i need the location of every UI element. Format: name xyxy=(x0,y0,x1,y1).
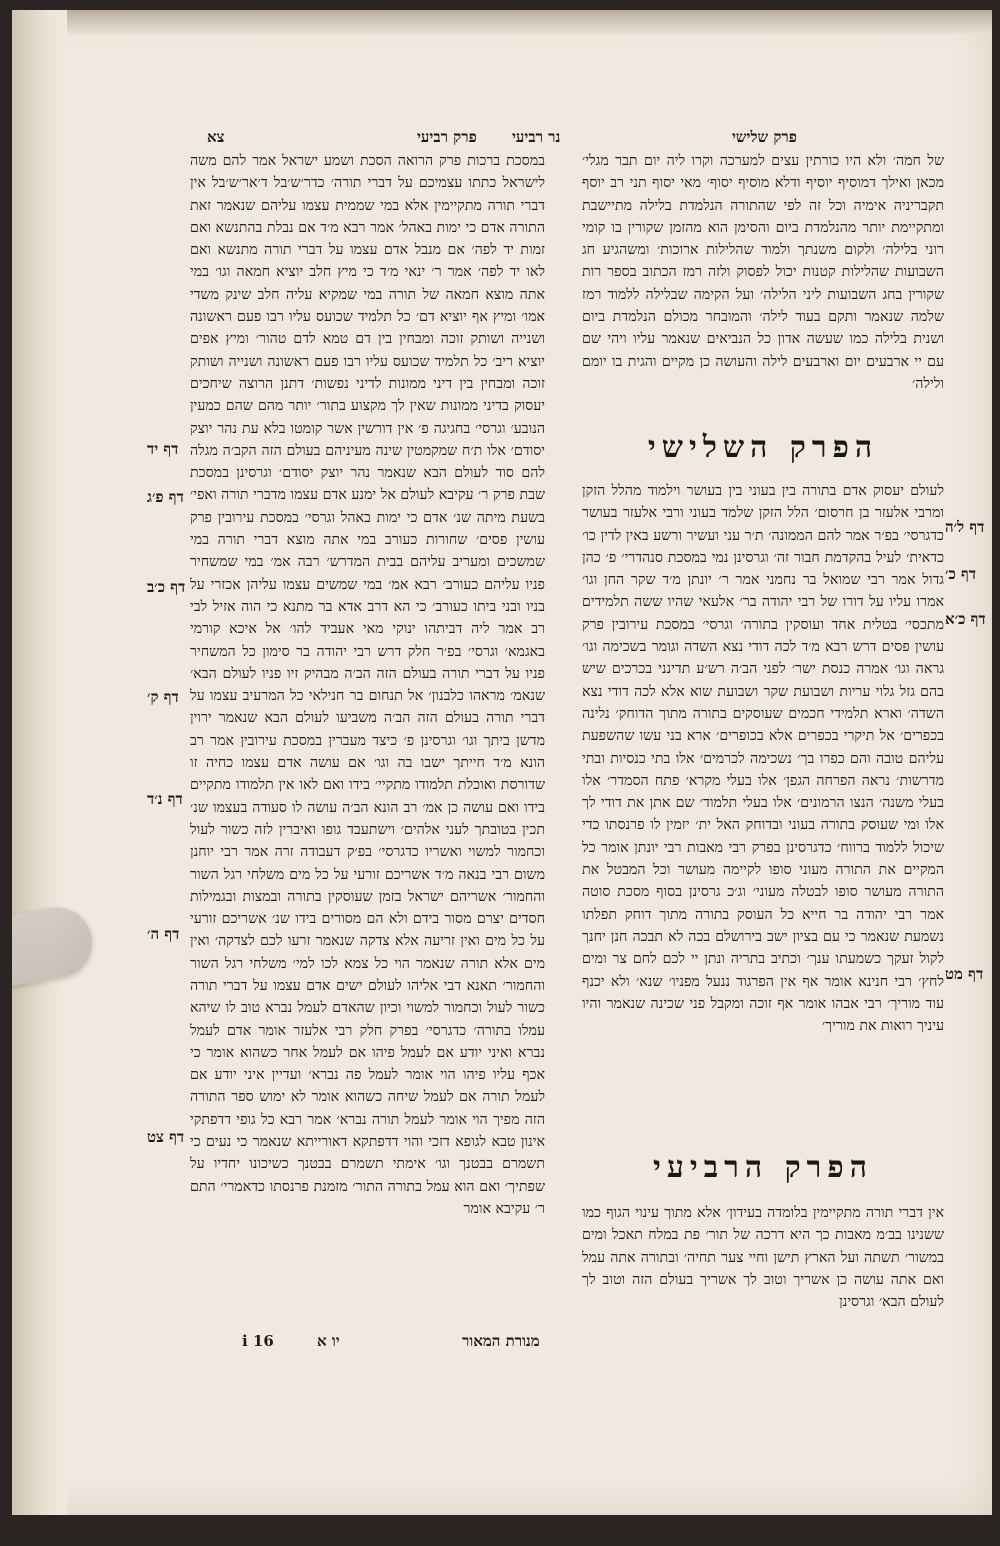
chapter-four-text: אין דברי תורה מתקיימין בלומדה בעידון׳ אלא מתוך עינוי הגוף כמו ששנינו בב׳מ מאבות כך היא דרכה של תור׳ פת במלח תאכל ומים במשור׳ תשתה ועל הארץ תישן וחיי צער תחיה׳ ובתורה אתה עמל ואם אתה עושה כן אשריך וטוב לך אשריך בעולם הזה וטוב לך לעולם הבא׳ וגרסינן xyxy=(582,1205,944,1311)
margin-ref: דף ק׳ xyxy=(147,688,179,706)
binding-gutter xyxy=(12,10,67,1515)
margin-ref: דף כ׳ב xyxy=(147,578,186,596)
left-text-column xyxy=(190,150,545,1330)
margin-ref: דף פ׳ג xyxy=(147,488,184,506)
margin-ref: דף צט xyxy=(147,1128,185,1146)
margin-ref: דף כ׳א xyxy=(945,610,986,628)
margin-ref: דף כ׳ xyxy=(945,565,977,583)
chapter-three-body xyxy=(582,480,944,1135)
left-column-text: במסכת ברכות פרק הרואה הסכת ושמע ישראל אמר להם משה לישראל כתתו עצמיכם על דברי תורה׳ כדר׳ש׳בל ד׳אר׳ש׳בל אין דברי תורה מתקיימין אלא במי שממית עצמו עליהם שנאמר זאת התורה אדם כי ימות באהל׳ אמר רבא מ׳ד אם נבלת בהתנשא ואם זמות יד לפה׳ אם מנבל אדם עצמו על דברי תורה מתנשא ואם לאו יד לפה׳ אמר ר׳ ינאי מ׳ד כי מיץ חלב יוציא חמאה וגו׳ במי אתה מוצא חמאה של תורה במי שמקיא עליה חלב שינק משדי אמו׳ ומיץ אף יוציא דם׳ כל תלמיד שכועס עליו רבו פעם ראשונה ושנייה ושותק זוכה ומבחין בין דם טמא לדם טהור׳ ומיץ אפים יוציא ריב׳ כל תלמיד שכועס עליו רבו פעם ראשונה ושנייה ושותק זוכה ומבחין בין דיני ממונות לדיני נפשות׳ דתנן הרוצה שיחכים יעסוק בדיני ממונות שאין לך מקצוע בתור׳ יותר מהם שהם כמעין הנובע׳ וגרסי׳ בחגיגה פ׳ אין דורשין אשר קומטו בלא עת נהר יוצק יסודם׳ אלו ת׳ח שמקמטין שינה מעיניהם בעולם הזה הקב׳ה מגלה להם סוד לעולם הבא שנאמר נהר יוצק יסודם׳ וגרסינן במסכת שבת פרק ר׳ עקיבא לעולם אל ימנע אדם עצמו מדברי תורה ואפי׳ בשעת מיתה שנ׳ אדם כי ימות באהל וגרסי׳ במסכת עירובין פרק עושין פסים׳ שחורות כעורב במי אתה מוצא דברי תורה במי שמשכים ומעריב עליהם בבית המדרש׳ רבה אמ׳ במי שמשחיר פניו עליהם כעורב׳ רבא אמ׳ במי שמשים עצמו עליהן אכזרי על בניו ובני ביתו כעורב׳ כי הא דרב אדא בר מתנא כי הוה אזיל לבי רב אמר ליה דביתהו ינוקי מאי אעביד להו׳ אל איכא קורמי באגמא׳ וגרסי׳ בפ׳ר חלק דרש רבי יהודה בר סימון כל המשחיר פניו על דברי תורה בעולם הזה הב׳ה מבהיק זיו פניו לעולם הבא׳ שנאמ׳ מראהו כלבנון׳ אל תנחום בר חנילאי כל המרעיב עצמו על דברי תורה בעולם הזה הב׳ה משביעו לעולם הבא שנאמר ירוין מדשן ביתך וגו׳ וגרסינן פ׳ כיצד מעברין במסכת עירובין אמר רב הונא מ׳ד חייתך ישבו בה וגו׳ אם עושה אדם עצמו כחיה זו שדורסת ואוכלת תלמודו מתקיי׳ בידו ואם לאו אין תלמודו מתקיים בידו ואם עושה כן אמ׳ רב הונא הב׳ה עושה לו סעודה בעצמו שנ׳ תכין בטובתך לעני אלהים׳ וישתעבד גופו ואיברין לזה כשור לעול וכחמור למשוי ואשריו כדגרסי׳ בפ׳ק דעבודה זרה אמר רבי יוחנן משום רבי בנאה מ׳ד אשריכם זורעי על כל מים משלחי רגל השור והחמור׳ אשריהם ישראל בזמן שעוסקין בתורה ובמצות ובגמילות חסדים יצרם מסור בידם ולא הם מסורים בידו שנ׳ אשריכם זורעי על כל מים ואין זריעה אלא צדקה שנאמר זרעו לכם לצדקה׳ ואין מים אלא תורה שנאמר הוי כל צמא לכו למי׳ משלחי רגל השור והחמור׳ תאנא דבי אליהו לעולם ישים אדם עצמו על דברי תורה כשור לעול וכחמור למשוי וכיון שהאדם לעמל נברא טוב לו שיהא עמלו בתורה׳ כדגרסי׳ בפרק חלק רבי אלעזר אומר אדם לעמל נברא ואיני יודע אם לעמל פיהו אם לעמל אחר כשהוא אומר כי אכף עליו פיהו הוי אומר לעמל פה נברא׳ ועדיין איני יודע אם לעמל תורה אם לעמל שיחה כשהוא אומר לא ימוש ספר התורה הזה מפיך הוי אומר לעמל תורה נברא׳ אמר רבא כל גופי דדפתקי אינון טבא לגופא דזכי והוי דדפתקא דאורייתא שנאמר כי נעים כי תשמרם בבטנך וגו׳ אימתי תשמרם בבטנך כשיכונו יחדיו על שפתיך׳ ואם הוא עמל בתורה התור׳ מזמנת פרנסתו כדאמרי׳ התם ר׳ עקיבא אומר xyxy=(190,153,545,1217)
signature-mark: יו א xyxy=(317,1332,340,1350)
right-column-intro xyxy=(582,150,944,420)
margin-ref: דף מט xyxy=(945,965,984,983)
center-running-head: נר רביעי xyxy=(512,128,561,146)
margin-ref: דף ה׳ xyxy=(147,925,180,943)
chapter-three-text: לעולם יעסוק אדם בתורה בין בעוני בין בעושר וילמוד מהלל הזקן ומרבי אלעזר בן חרסום׳ הלל הזקן שלמד בעוני ורבי אלעזר בעושר כדגרסי׳ בפ׳ר אמר להם הממונה׳ ת׳ר עני ועשיר ורשע באין לדין כו׳ כדאית׳ לעיל בהקדמת חבור זה׳ וגרסינן נמי במסכת סנהדרי׳ פ׳ כהן גדול אמר רבי שמואל בר נחמני אמר ר׳ יונתן מ׳ד שקר החן וגו׳ אמרו עליו על דורו של רבי יהודה בר׳ אלעאי שהיו ששה תלמידים מתכסי׳ בטלית אחד ועוסקין בתורה׳ וגרסי׳ במסכת עירובין פרק עושין פסים דרש רבא מ׳ד לכה דודי נצא השדה וגומר בשכימה וגו׳ גראה וגו׳ אמרה כנסת ישר׳ לפני הב׳ה רש׳ע תדינני בכרכים שיש בהם גזל גלוי עריות ושבועת שקר ושבועת שוא אלא לכה דודי נצא השדה׳ וארא תלמידי חכמים שעוסקים בתורה מתוך הדוחק׳ נלינה בכפרים׳ אל תיקרי בכפרים אלא בכופרים׳ ארא בני עשו שהשפעת עליהם טובה והם כפרו בך׳ נשכימה לכרמים׳ אלו בתי כנסיות ובתי מדרשות׳ נראה הפרחה הגפן׳ אלו בעלי מקרא׳ פתח הסמדר׳ אלו בעלי משנה׳ הנצו הרמונים׳ אלו בעלי תלמוד׳ שם אתן את דודי לך אלו ומי שעוסק בתורה בעוני ובדוחק האל ית׳ יזמין לו פרנסתו כדי שיכול ללמוד ברווח׳ כדגרסינן בפרק רבי מאבות רבי יונתן אומר כל המקיים את התורה מעוני סופו לקיימה מעושר וכל המבטל את התורה מעושר סופו לבטלה מעוני׳ וג׳כ גרסינן בסוף מסכת סוטה אמר רבי יהודה בר חייא כל העוסק בתורה מתוך דוחק תפלתו נשמעת שנאמר כי עם בציון ישב בירושלם בכה לא תבכה חנן יחנך לקול זעקך כשמעתו ענך׳ וכתיב בתריה ונתן יי לכם לחם צר ומים לחץ׳ רבי חנינא אומר אף אין הפרגוד ננעל מפניו׳ שנא׳ ולא יכנף עוד מוריך׳ רבי אבהו אומר אף זוכה ומקבל פני שכינה שנאמר והיו עיניך רואות את מוריך׳ xyxy=(582,483,944,1035)
right-column-intro-text: של חמה׳ ולא היו כורתין עצים למערכה וקרו ליה יום תבר מגלי׳ מכאן ואילך דמוסיף יוסיף ודלא מוסיף יסוף׳ מאי יסוף תני רב יוסף תקבריניה אימיה וכל זה לפי שהתורה הנלמדת בלילה מתיישבת ומתקיימת יותר מהנלמדת ביום והסימן הוא מהזמן שקורין בו קומי רוני בלילה׳ ולקום משנתך ולמוד שהלילות ארוכות׳ ומשהגיע חג השבועות שהלילות קטנות יכול לפסוק ולזה רמז הכתוב בספר רות שקורין בחג השבועות ליני הלילה׳ ועל הקימה שבלילה ללמוד רמז שלמה שנאמר ותקם בעוד לילה׳ והמובחר מכולם הנלמדת ביום ושנית בלילה כמו שעשה אדון כל הנביאים שנאמר עליו ויהי שם עם יי ארבעים יום וארבעים לילה והעושה כן מקיים והגית בו יומם ולילה׳ xyxy=(582,153,944,392)
chapter-four-heading: הפרק הרביעי xyxy=(653,1150,873,1185)
folio-number: צא xyxy=(207,128,225,146)
margin-ref: דף יד xyxy=(147,440,179,458)
catchword: מנורת המאור xyxy=(462,1332,540,1350)
margin-ref: דף נ׳ד xyxy=(147,790,183,808)
page-top-edge xyxy=(12,10,992,34)
chapter-three-heading: הפרק השלישי xyxy=(647,430,879,465)
left-running-head: פרק רביעי xyxy=(417,128,477,146)
chapter-four-body xyxy=(582,1202,944,1332)
page-clip xyxy=(12,902,97,988)
right-running-head: פרק שלישי xyxy=(732,128,797,146)
book-page xyxy=(12,10,992,1515)
page-marks: i 16 xyxy=(242,1332,274,1350)
margin-ref: דף ל׳ה xyxy=(945,518,985,536)
